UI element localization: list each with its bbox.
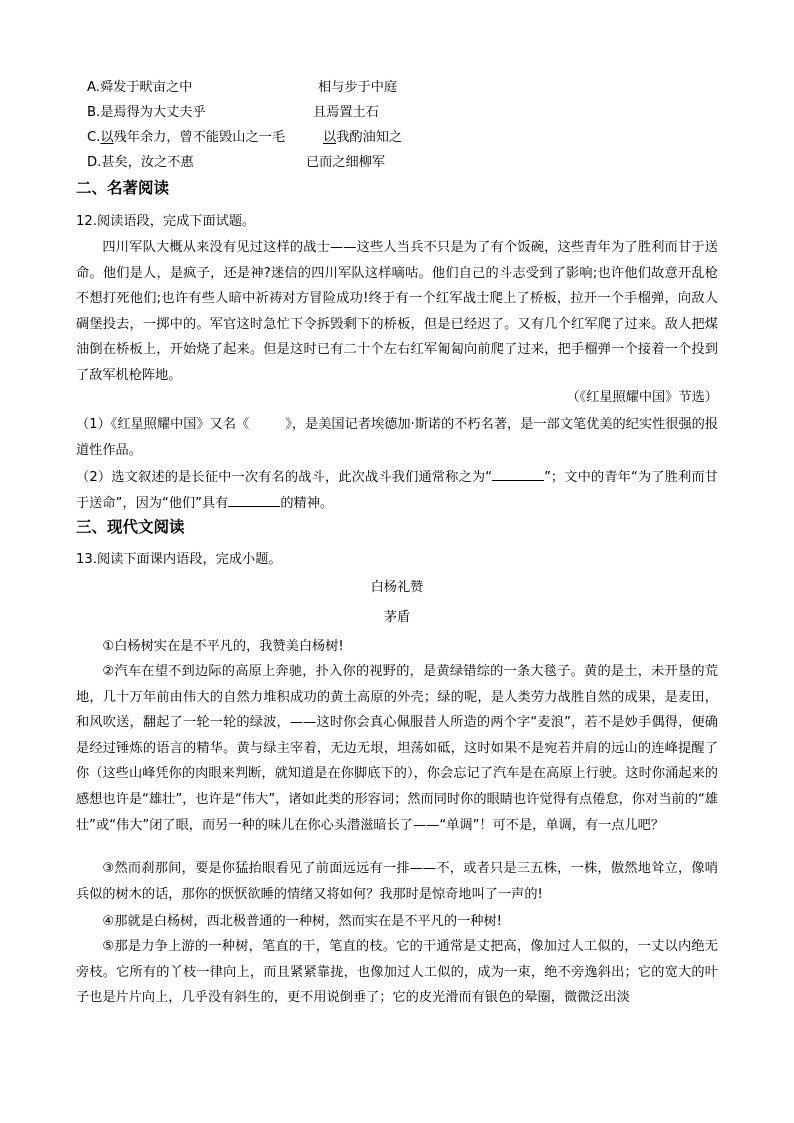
option-a-right: 相与步于中庭 (318, 80, 398, 95)
option-b-left: B.是焉得为大丈夫乎 (87, 105, 206, 120)
answer-blank-battle[interactable] (492, 466, 544, 481)
essay-paragraph-5: ⑤那是力争上游的一种树，笔直的干，笔直的枝。它的干通常是丈把高，像加过人工似的，一丈以内绝无旁枝。它所有的丫枝一律向上，而且紧紧靠拢，也像加过人工似的，成为一束，绝不旁逸斜出；它的宽大的叶子也是片片向上，几乎没有斜生的，更不用说倒垂了；它的皮光滑而有银色的晕圈，微微泛出淡 (76, 939, 718, 1006)
passage-source: （《红星照耀中国》节选） (566, 390, 718, 405)
essay-paragraph-4: ④那就是白杨树，西北极普通的一种树，然而实在是不平凡的一种树! (102, 914, 502, 929)
question-12-2: （2）选文叙述的是长征中一次有名的战斗，此次战斗我们通常称之为“ ”；文中的青年“为了胜利而甘于送命”，因为“他们”具有 的精神。 (76, 465, 718, 516)
essay-paragraph-1: ①白杨树实在是不平凡的，我赞美白杨树! (102, 639, 344, 654)
option-a-left: A.舜发于畎亩之中 (87, 80, 193, 95)
option-d-right: 已而之细柳军 (306, 155, 386, 170)
option-d-left: D.甚矣，汝之不惠 (87, 155, 194, 170)
section-heading-modern: 三、现代文阅读 (76, 518, 185, 536)
section-heading-classics: 二、名著阅读 (76, 179, 170, 197)
essay-author: 茅盾 (383, 610, 411, 625)
question-12-prompt: 12.阅读语段，完成下面试题。 (76, 214, 256, 229)
question-13-prompt: 13.阅读下面课内语段，完成小题。 (76, 552, 282, 567)
essay-paragraph-2: ②汽车在望不到边际的高原上奔驰，扑入你的视野的，是黄绿错综的一条大毯子。黄的是土，未开垦的荒地，几十万年前由伟大的自然力堆积成功的黄土高原的外壳；绿的呢，是人类劳力战胜自然的成果，是麦田，和风吹送，翻起了一轮一轮的绿波，——这时你会真心佩服昔人所造的两个字“麦浪”，若不是妙手偶得，便确是经过锤炼的语言的精华。黄与绿主宰着，无边无垠，坦荡如砥，这时如果不是宛若并肩的远山的连峰提醒了你（这些山峰凭你的肉眼来判断，就知道是在你脚底下的），你会忘记了汽车是在高原上行驶。这时你涌起来的感想也许是“雄壮”，也许是“伟大”，诸如此类的形容词；然而同时你的眼睛也许觉得有点倦怠，你对当前的“雄壮”或“伟大”闭了眼，而另一种的味儿在你心头潜滋暗长了——“单调”！可不是，单调，有一点儿吧？ (76, 664, 718, 833)
classics-passage: 四川军队大概从来没有见过这样的战士——这些人当兵不只是为了有个饭碗，这些青年为了胜利而甘于送命。他们是人，是疯子，还是神?迷信的四川军队这样嘀咕。他们自己的斗志受到了影响;也许他们故意开乱枪不想打死他们;也许有些人暗中祈祷对方冒险成功!终于有一个红军战士爬上了桥板，拉开一个手榴弹，向敌人碉堡投去，一掷中的。军官这时急忙下令拆毁剩下的桥板，但是已经迟了。又有几个红军爬了过来。敌人把煤油倒在桥板上，开始烧了起来。但是这时已有二十个左右红军匍匐向前爬了过来，把手榴弹一个接着一个投到了敌军机枪阵地。 (76, 240, 718, 383)
option-c-right: 以我酌油知之 (323, 130, 403, 145)
question-12-1: （1）《红星照耀中国》又名《 》，是美国记者埃德加·斯诺的不朽名著，是一部文笔优美的纪实性很强的报道性作品。 (76, 417, 719, 458)
answer-blank-spirit[interactable] (228, 492, 280, 507)
option-c-left: C.以残年余力，曾不能毁山之一毛 (87, 130, 286, 145)
essay-paragraph-3: ③然而刹那间，要是你猛抬眼看见了前面远远有一排——不，或者只是三五株，一株，傲然地耸立，像哨兵似的树木的话，那你的恹恹欲睡的情绪又将如何？我那时是惊奇地叫了一声的! (76, 861, 718, 902)
option-b-right: 且焉置土石 (313, 105, 379, 120)
essay-title: 白杨礼赞 (370, 580, 424, 595)
